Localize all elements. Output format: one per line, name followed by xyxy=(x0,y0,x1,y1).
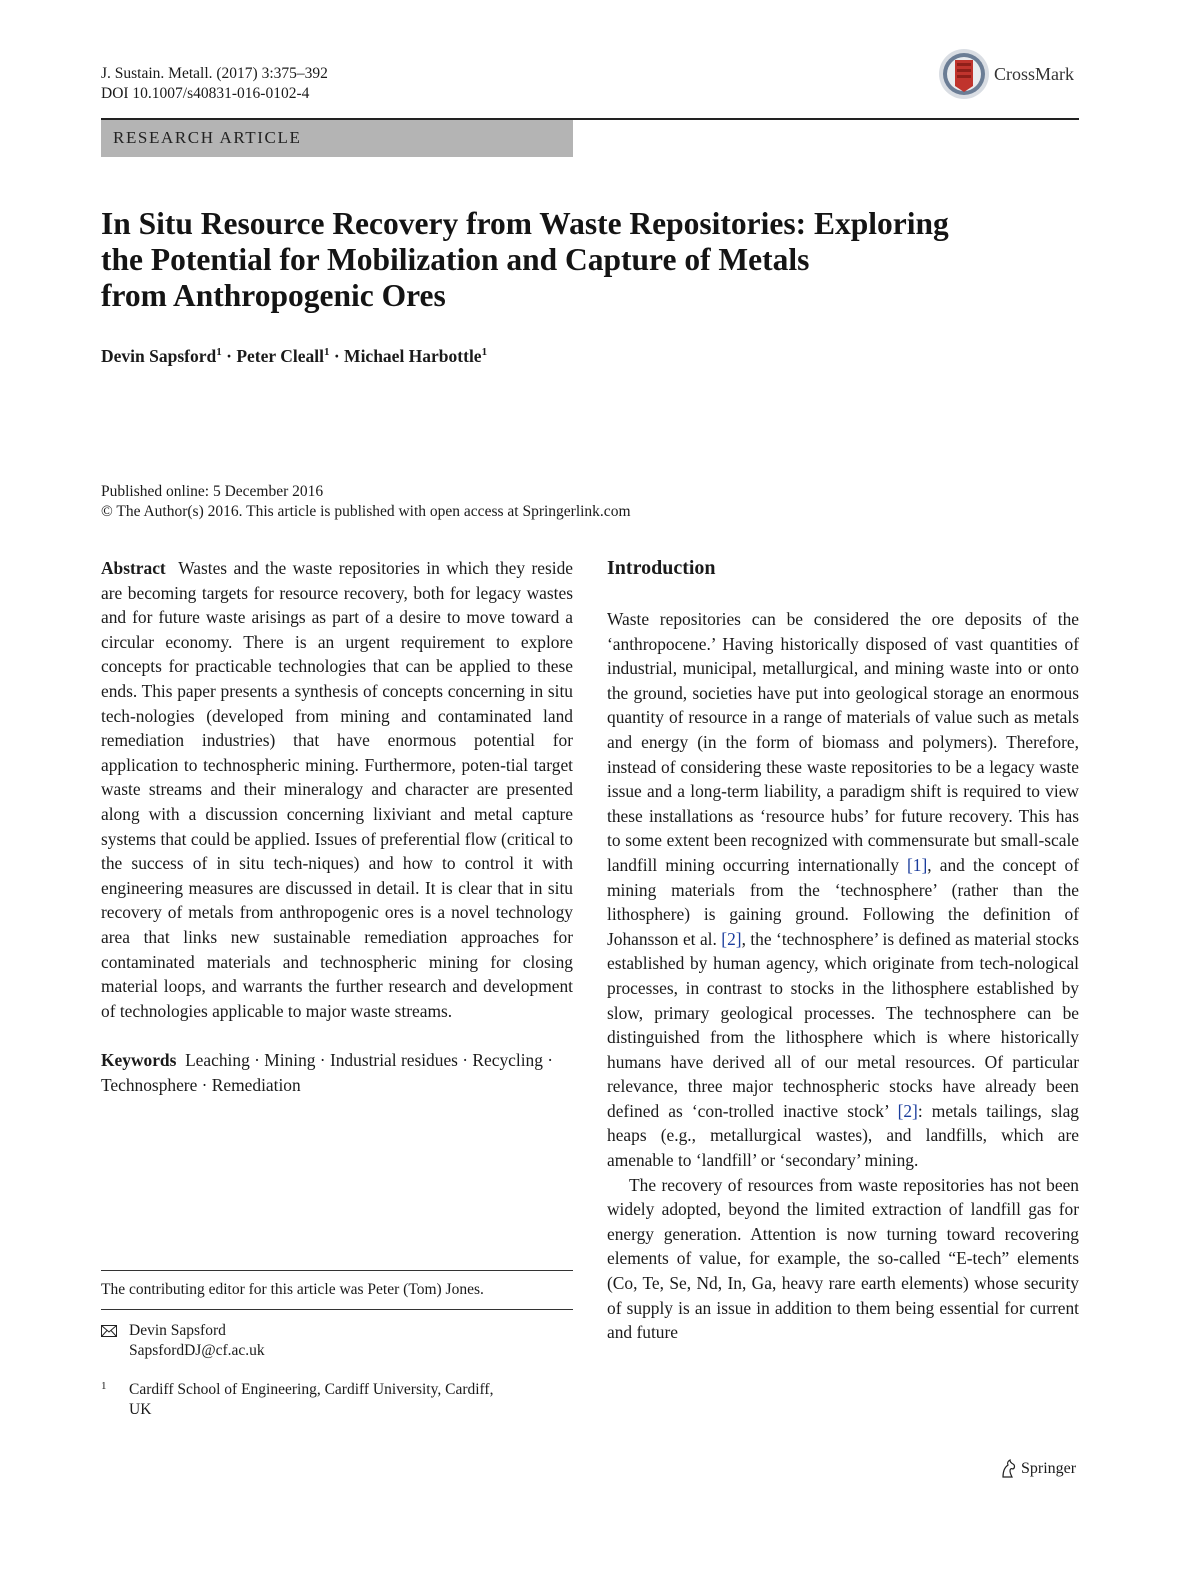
crossmark-icon xyxy=(938,46,990,102)
intro-text: : metals tailings, slag heaps (e.g., metallurgical wastes), and landfills, which are amenable to ‘landfill’ or ‘secondary’ mining. xyxy=(607,1100,1079,1171)
footnote-rule-top xyxy=(101,1270,573,1271)
intro-paragraph-1 xyxy=(607,607,1079,1173)
article-type: RESEARCH ARTICLE xyxy=(113,128,302,147)
abstract-label: Abstract xyxy=(101,558,166,578)
author-name[interactable]: Peter Cleall xyxy=(236,346,324,366)
author-affiliation-mark: 1 xyxy=(481,346,488,359)
section-heading-introduction: Introduction xyxy=(607,557,716,579)
corresponding-name: Devin Sapsford xyxy=(129,1322,226,1339)
left-column xyxy=(101,556,573,1097)
abstract xyxy=(101,556,573,1023)
springer-horse-icon xyxy=(999,1459,1017,1479)
intro-text: , the ‘technosphere’ is defined as material stocks established by human agency, which originate from tech-nological processes, in contrast to stocks in the lithosphere established by slow, primary geological processes. The technosphere can be distinguished from the lithosphere which is where historically humans have derived all of our metal resources. Of particular relevance, three major technospheric stocks have already been defined as ‘con-trolled inactive stock’ xyxy=(607,928,1079,1121)
article-type-band xyxy=(101,120,573,157)
intro-text: , and the concept of mining materials from the ‘technosphere’ (rather than the lithosphere) is gaining ground. Following the definition of Johansson et al. xyxy=(607,854,1079,949)
title-line: the Potential for Mobilization and Capture of Metals xyxy=(101,242,810,277)
author-name[interactable]: Devin Sapsford xyxy=(101,346,217,366)
copyright-line: © The Author(s) 2016. This article is published with open access at Springerlink.com xyxy=(101,503,631,520)
affiliation-line: Cardiff School of Engineering, Cardiff University, Cardiff, xyxy=(129,1381,494,1398)
abstract-text: Wastes and the waste repositories in which they reside are becoming targets for resource recovery, both for legacy wastes and for future waste arisings as part of a desire to move toward a circular economy. There is an urgent requirement to explore concepts for practicable technologies that can be applied to these ends. This paper presents a synthesis of concepts concerning in situ tech-nologies (developed from mining and contaminated land remediation industries) that have enormous potential for application to technospheric mining. Furthermore, poten-tial target waste streams and their mineralogy and character are presented along with a discussion concerning lixiviant and metal capture systems that could be applied. Issues of preferential flow (critical to the success of in situ tech-niques) and how to control it with engineering measures are discussed in detail. It is clear that in situ recovery of metals from anthropogenic ores is a novel technology area that links new sustainable remediation approaches for contaminated materials and technospheric mining for closing material loops, and warrants the further research and development of technologies applicable to major waste streams. xyxy=(101,558,573,1021)
citation-link[interactable]: [1] xyxy=(907,854,928,875)
published-date: Published online: 5 December 2016 xyxy=(101,483,324,500)
publication-info xyxy=(101,482,631,522)
crossmark-badge[interactable] xyxy=(938,46,1074,102)
intro-paragraph-2: The recovery of resources from waste repositories has not been widely adopted, beyond the limited extraction of landfill gas for energy generation. Attention is now turning toward recovering elements of value, for example, the so-called “E-tech” elements (Co, Te, Se, Nd, In, Ga, heavy rare earth elements) whose security of supply is an issue in addition to them being essential for current and future xyxy=(607,1174,1079,1343)
crossmark-label: CrossMark xyxy=(994,63,1074,84)
right-column xyxy=(607,556,1079,1345)
envelope-icon xyxy=(101,1325,117,1337)
author-separator: · xyxy=(221,346,237,366)
citation-link[interactable]: [2] xyxy=(721,928,742,949)
affiliation xyxy=(101,1380,573,1420)
affiliation-line: UK xyxy=(129,1401,152,1418)
author-separator: · xyxy=(329,346,345,366)
author-affiliation-mark: 1 xyxy=(216,346,222,359)
author-affiliation-mark: 1 xyxy=(323,346,330,359)
intro-text: Waste repositories can be considered the ore deposits of the ‘anthropocene.’ Having historically disposed of vast quantities of industrial, municipal, metallurgical, and mining waste into or onto the ground, societies have put into geological storage an enormous quantity of resource in a range of materials of value such as metals and energy (in the form of biomass and polymers). Therefore, instead of considering these waste repositories to be a legacy waste issue and a long-term liability, a paradigm shift is required to view these installations as ‘resource hubs’ for future recovery. This has to some extent been recognized with commensurate but small-scale landfill mining occurring internationally xyxy=(607,609,1079,875)
title-line: In Situ Resource Recovery from Waste Repositories: Exploring xyxy=(101,206,949,241)
journal-citation: J. Sustain. Metall. (2017) 3:375–392 xyxy=(101,65,328,82)
keywords-text: Leaching · Mining · Industrial residues · Recycling · Technosphere · Remediation xyxy=(101,1050,554,1095)
author-name[interactable]: Michael Harbottle xyxy=(344,346,482,366)
corresponding-author xyxy=(101,1321,265,1361)
author-list xyxy=(101,346,487,367)
publisher-name: Springer xyxy=(1021,1460,1077,1477)
publisher-logo xyxy=(999,1459,1076,1479)
editor-note: The contributing editor for this article was Peter (Tom) Jones. xyxy=(101,1281,484,1298)
citation-link[interactable]: [2] xyxy=(897,1100,918,1121)
footnote-rule-bottom xyxy=(101,1309,573,1310)
corresponding-email[interactable]: SapsfordDJ@cf.ac.uk xyxy=(129,1342,265,1359)
affiliation-number: 1 xyxy=(101,1380,107,1392)
article-title xyxy=(101,206,1061,314)
keywords xyxy=(101,1048,573,1097)
title-line: from Anthropogenic Ores xyxy=(101,278,446,313)
keywords-label: Keywords xyxy=(101,1050,177,1071)
journal-info xyxy=(101,64,328,104)
doi[interactable]: DOI 10.1007/s40831-016-0102-4 xyxy=(101,85,310,102)
